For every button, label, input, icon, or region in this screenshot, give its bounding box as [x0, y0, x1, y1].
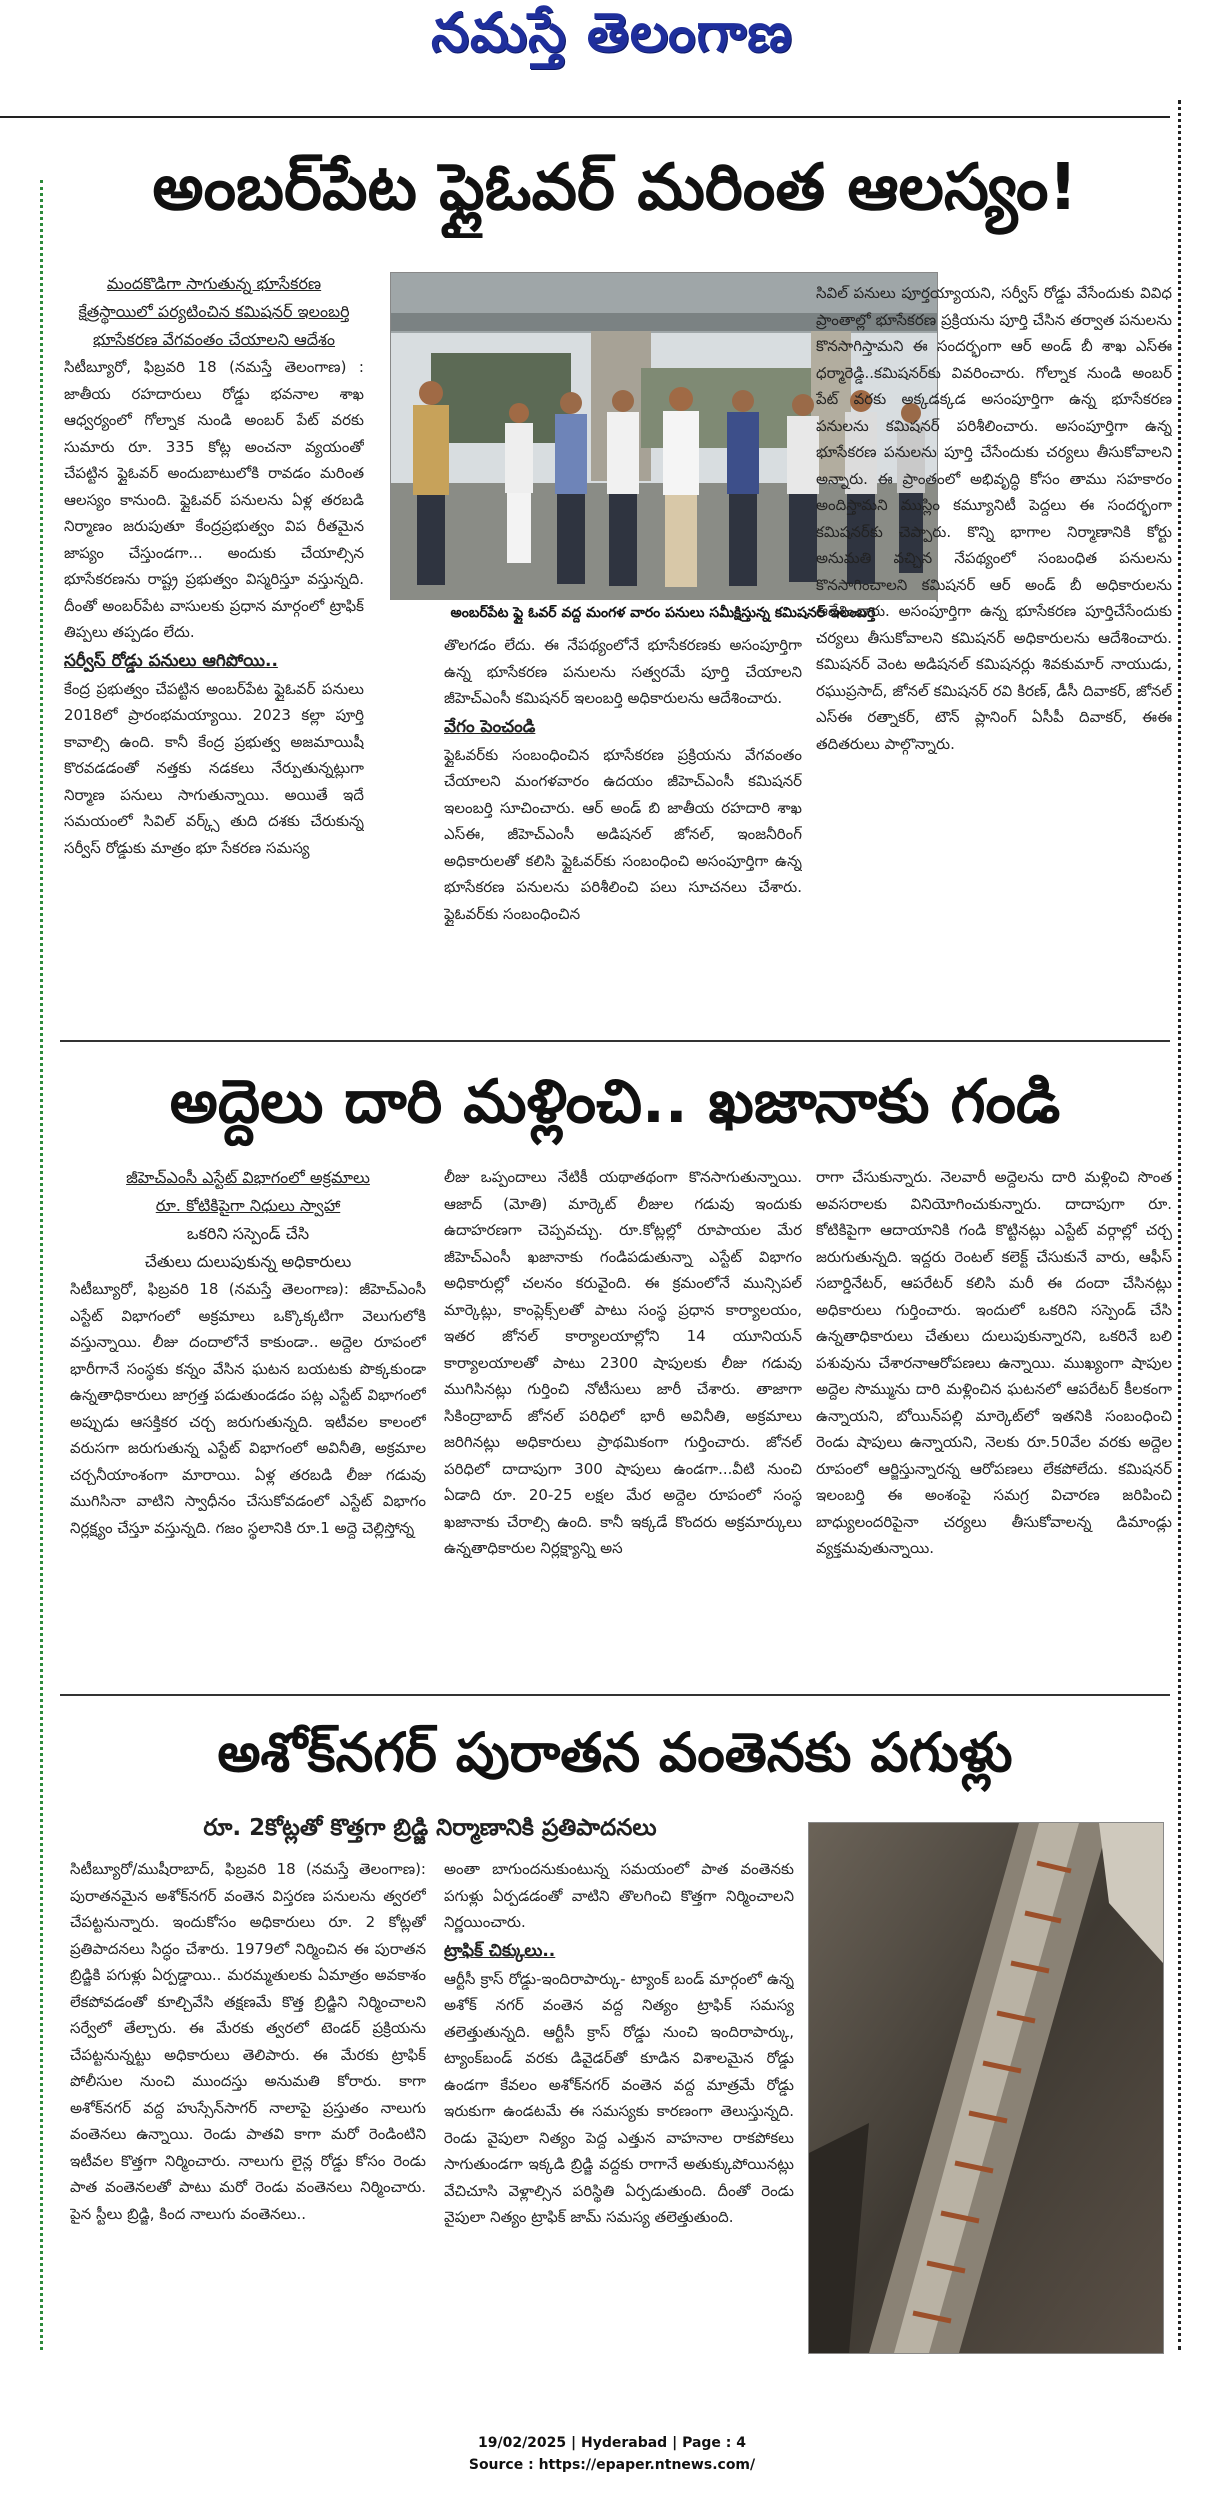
story1-body-3: తొలగడం లేదు. ఈ నేపథ్యంలోనే భూసేకరణకు అసంపూర్తిగా ఉన్న భూసేకరణ పనులను సత్వరమే పూర్తి చేయాలని జీహెచ్‌ఎంసీ కమిషనర్ ఇలంబర్తి అధికారులను ఆదేశించారు.	[444, 636, 802, 707]
left-column-rule	[40, 180, 46, 2350]
story1-column-3	[816, 280, 1172, 1048]
story3-column-1	[70, 1856, 426, 2356]
story1-deck-3: భూసేకరణ వేగవంతం చేయాలని ఆదేశం	[92, 330, 336, 349]
story1-body-5: సివిల్ పనులు పూర్తయ్యాయని, సర్వీస్ రోడ్డు వేసేందుకు వివిధ ప్రాంతాల్లో భూసేకరణ ప్రక్రియను పూర్తి చేసిన తర్వాత పనులను కొనసాగిస్తామని ఈ సందర్భంగా ఆర్ అండ్ బీ శాఖ ఎస్‌ఈ ధర్మారెడ్డి..కమిషనర్‌కు వివరించారు. గోల్నాక నుండి అంబర్ పేట్ వరకు అక్కడక్కడ అసంపూర్తిగా ఉన్న భూసేకరణ పనులను కమిషనర్ పరిశీలించారు. అసంపూర్తిగా ఉన్న భూసేకరణ పనులను పూర్తి చేసేందుకు చర్యలు తీసుకోవాలని అన్నారు. ఈ ప్రాంతంలో అభివృద్ధి కోసం తాము సహకారం అందిస్తామని ముస్లిం కమ్యూనిటీ పెద్దలు ఈ సందర్భంగా కమిషనర్‌కు చెప్పారు. కొన్ని భాగాల నిర్మాణానికి కోర్టు అనుమతి వచ్చిన నేపథ్యంలో సంబంధిత పనులను కొనసాగించాలని కమిషనర్ ఆర్ అండ్ బీ అధికారులను ఆదేశించారు. అసంపూర్తిగా ఉన్న భూసేకరణ పూర్తిచేసేందుకు చర్యలు తీసుకోవాలని కమిషనర్ అధికారులను ఆదేశించారు. కమిషనర్ వెంట అడిషనల్ కమిషనర్లు శివకుమార్ నాయుడు, రఘుప్రసాద్, జోనల్ కమిషనర్ రవి కిరణ్, డీసీ దివాకర్, జోనల్ ఎస్‌ఈ రత్నాకర్, టౌన్ ప్లానింగ్ ఏసీపీ దివాకర్, ఈఈ తదితరులు పాల్గొన్నారు.	[816, 284, 1172, 753]
story2-body-2: లీజు ఒప్పందాలు నేటికీ యథాతథంగా కొనసాగుతున్నాయి. ఆజాద్ (మోతి) మార్కెట్ లీజుల గడువు ఇందుకు ఉదాహరణగా చెప్పవచ్చు. రూ.కోట్లల్లో రూపాయల మేర జీహెచ్‌ఎంసీ ఖజానాకు గండిపడుతున్నా ఎస్టేట్ విభాగం అధికారుల్లో చలనం కరువైంది. ఈ క్రమంలోనే మున్సిపల్ మార్కెట్లు, కాంప్లెక్స్‌లతో పాటు సంస్థ ప్రధాన కార్యాలయం, ఇతర జోనల్ కార్యాలయాల్లోని 14 యూనియన్ కార్యాలయాలతో పాటు 2300 షాపులకు లీజు గడువు ముగిసినట్లు గుర్తించి నోటీసులు జారీ చేశారు. తాజాగా సికింద్రాబాద్ జోనల్ పరిధిలో భారీ అవినీతి, అక్రమాలు జరిగినట్లు అధికారులు ప్రాథమికంగా గుర్తించారు. జోనల్ పరిధిలో దాదాపుగా 300 షాపులు ఉండగా...వీటి నుంచి ఏడాది రూ. 20-25 లక్షల మేర అద్దెల రూపంలో సంస్థ ఖజానాకు చేరాల్సి ఉంది. కానీ ఇక్కడే కొందరు అక్రమార్కులు ఉన్నతాధికారుల నిర్లక్ష్యాన్ని అస	[444, 1168, 802, 1557]
story3-subtitle: రూ. 2కోట్లతో కొత్తగా బ్రిడ్జి నిర్మాణానికి ప్రతిపాదనలు	[203, 1815, 657, 1841]
story2-headline: అద్దెలు దారి మళ్లించి.. ఖజానాకు గండి	[169, 1067, 1061, 1137]
story3-headline: అశోక్‌నగర్ పురాతన వంతెనకు పగుళ్లు	[217, 1721, 1013, 1784]
story2-column-1	[70, 1164, 426, 1676]
footer-source: Source : https://epaper.ntnews.com/	[468, 2457, 756, 2473]
story2-deck-1: జీహెచ్‌ఎంసీ ఎస్టేట్ విభాగంలో అక్రమాలు	[126, 1168, 370, 1187]
masthead	[0, 0, 1224, 78]
story1-headline: అంబర్‌పేట ఫ్లైఓవర్ మరింత ఆలస్యం!	[152, 151, 1078, 225]
page-footer	[0, 2432, 1224, 2476]
story2-body-3: రాగా చేసుకున్నారు. నెలవారీ అద్దెలను దారి మళ్లించి సొంత అవసరాలకు వినియోగించుకున్నారు. దాదాపుగా రూ. కోటికిపైగా ఆదాయానికి గండి కొట్టినట్లు ఎస్టేట్ వర్గాల్లో చర్చ జరుగుతున్నది. ఇద్దరు రెంటల్ కలెక్ట్ చేసుకునే వారు, ఆఫీస్ సబార్డినేటర్, ఆపరేటర్ కలిసి మరీ ఈ దందా చేసినట్లు అధికారులు గుర్తించారు. ఇందులో ఒకరిని సస్పెండ్ చేసి ఉన్నతాధికారులు చేతులు దులుపుకున్నారని, ఒకరినే బలి పశువును చేశారనాఆరోపణలు ఉన్నాయి. ముఖ్యంగా షాపుల అద్దెల సొమ్మును దారి మళ్లించిన ఘటనలో ఆపరేటర్ కీలకంగా ఉన్నాయని, బోయిన్‌పల్లి మార్కెట్‌లో ఇతనికి సంబంధించి రెండు షాపులు ఉన్నాయని, నెలకు రూ.50వేల వరకు అద్దెల రూపంలో ఆర్జిస్తున్నారన్న ఆరోపణలు లేకపోలేదు. కమిషనర్ ఇలంబర్తి ఈ అంశంపై సమగ్ర విచారణ జరిపించి బాధ్యులందరిపైనా చర్యలు తీసుకోవాలన్న డిమాండ్లు వ్యక్తమవుతున్నాయి.	[816, 1168, 1172, 1557]
story1-subhead-1: సర్వీస్ రోడ్డు పనులు ఆగిపోయి..	[64, 650, 278, 671]
story1-subhead-2: వేగం పెంచండి	[444, 716, 536, 737]
story1-column-1	[64, 270, 364, 1048]
top-rule	[0, 116, 1170, 118]
story3-body-3: ఆర్టీసీ క్రాస్ రోడ్డు-ఇందిరాపార్కు- ట్యాంక్ బండ్ మార్గంలో ఉన్న అశోక్ నగర్ వంతెన వద్ద నిత్యం ట్రాఫిక్ సమస్య తలెత్తుతున్నది. ఆర్టీసీ క్రాస్ రోడ్డు నుంచి ఇందిరాపార్కు, ట్యాంక్‌బండ్ వరకు డివైడర్‌తో కూడిన విశాలమైన రోడ్డు ఉండగా కేవలం అశోక్‌నగర్ వంతెన వద్ద మాత్రమే రోడ్డు ఇరుకుగా ఉండటమే ఈ సమస్యకు కారణంగా తెలుస్తున్నది. రెండు వైపులా నిత్యం పెద్ద ఎత్తున వాహనాల రాకపోకలు సాగుతుండగా ఇక్కడి బ్రిడ్జి వద్దకు రాగానే అతుక్కుపోయినట్లు వేచిచూసి వెళ్లాల్సిన పరిస్థితి ఏర్పడుతుంది. దీంతో రెండు వైపులా నిత్యం ట్రాఫిక్ జామ్ సమస్య తలెత్తుతుంది.	[444, 1969, 794, 2226]
story3-body-2: అంతా బాగుందనుకుంటున్న సమయంలో పాత వంతెనకు పగుళ్లు ఏర్పడడంతో వాటిని తొలగించి కొత్తగా నిర్మించాలని నిర్ణయించారు.	[444, 1860, 794, 1931]
right-page-edge-fragment	[1200, 140, 1224, 2340]
left-page-edge-fragment	[0, 140, 14, 2340]
story1-body-2: కేంద్ర ప్రభుత్వం చేపట్టిన అంబర్‌పేట ఫ్లైఓవర్ పనులు 2018లో ప్రారంభమయ్యాయి. 2023 కల్లా పూర్తి కావాల్సి ఉంది. కానీ కేంద్ర ప్రభుత్వ అజమాయిషీ కొరవడడంతో నత్తకు నడకలు నేర్పుతున్నట్లుగా నిర్మాణ పనులు సాగుతున్నాయి. అయితే ఇదే సమయంలో సివిల్ వర్క్స్ తుది దశకు చేరుకున్న సర్వీస్ రోడ్డుకు మాత్రం భూ సేకరణ సమస్య	[64, 679, 364, 857]
section-divider-2	[60, 1694, 1170, 1696]
story1-column-2	[444, 632, 802, 1048]
section-divider-1	[60, 1040, 1170, 1042]
story3-body-1: సిటీబ్యూరో/ముషీరాబాద్, ఫిబ్రవరి 18 (నమస్తే తెలంగాణ): పురాతనమైన అశోక్‌నగర్ వంతెన విస్తరణ పనులను త్వరలో చేపట్టనున్నారు. ఇందుకోసం అధికారులు రూ. 2 కోట్లతో ప్రతిపాదనలు సిద్ధం చేశారు. 1979లో నిర్మించిన ఈ పురాతన బ్రిడ్జికి పగుళ్లు ఏర్పడ్డాయి.. మరమ్మతులకు ఏమాత్రం అవకాశం లేకపోవడంతో కూల్చివేసి తక్షణమే కొత్త బ్రిడ్జిని నిర్మించాలని సర్వేలో తేల్చారు. ఈ మేరకు త్వరలో టెండర్ ప్రక్రియను చేపట్టనున్నట్టు అధికారులు తెలిపారు. ఈ మేరకు ట్రాఫిక్ పోలీసుల నుంచి ముందస్తు అనుమతి కోరారు. కాగా అశోక్‌నగర్ వద్ద హుస్సేన్‌సాగర్ నాలాపై ప్రస్తుతం నాలుగు వంతెనలు ఉన్నాయి. రెండు పాతవి కాగా మరో రెండింటిని ఇటీవల కొత్తగా నిర్మించారు. నాలుగు లైన్ల రోడ్డు కోసం రెండు పాత వంతెనలతో పాటు మరో రెండు వంతెనలు నిర్మించారు. పైన స్టీలు బ్రిడ్జి, కింద నాలుగు వంతెనలు..	[70, 1860, 426, 2223]
story1-deck-2: క్షేత్రస్థాయిలో పర్యటించిన కమిషనర్ ఇలంబర్తి	[78, 302, 350, 321]
right-column-rule	[1178, 100, 1184, 2350]
story2-deck-3: ఒకరిని సస్పెండ్ చేసి	[186, 1224, 310, 1243]
story2-column-2	[444, 1164, 802, 1676]
story2-body-1: సిటీబ్యూరో, ఫిబ్రవరి 18 (నమస్తే తెలంగాణ): జీహెచ్‌ఎంసీ ఎస్టేట్ విభాగంలో అక్రమాలు ఒక్కొక్కటిగా వెలుగులోకి వస్తున్నాయి. లీజు దందాలోనే కాకుండా.. అద్దెల రూపంలో భారీగానే సంస్థకు కన్నం వేసిన ఘటన బయటకు పొక్కకుండా ఉన్నతాధికారులు జాగ్రత్త పడుతుండడం పట్ల ఎస్టేట్ విభాగంలో అప్పుడు ఆసక్తికర చర్చ జరుగుతున్నది. ఇటీవల కాలంలో వరుసగా జరుగుతున్న ఎస్టేట్ విభాగంలో అవినీతి, అక్రమాల చర్చనీయాంశంగా మారాయి. ఏళ్ల తరబడి లీజు గడువు ముగిసినా వాటిని స్వాధీనం చేసుకోవడంలో ఎస్టేట్ విభాగం నిర్లక్ష్యం చేస్తూ వస్తున్నది. గజం స్థలానికి రూ.1 అద్దె చెల్లిస్తోన్న	[70, 1280, 426, 1537]
footer-date-city-page: 19/02/2025 | Hyderabad | Page : 4	[477, 2435, 747, 2451]
story3-subhead-1: ట్రాఫిక్ చిక్కులు..	[444, 1940, 556, 1961]
story2-column-3	[816, 1164, 1172, 1676]
story1-photo-caption: అంబర్‌పేట ఫ్లై ఓవర్ వద్ద మంగళ వారం పనులు సమీక్షిస్తున్న కమిషనర్ ఇలంబర్తి	[390, 600, 936, 626]
story2-deck-4: చేతులు దులుపుకున్న అధికారులు	[144, 1252, 352, 1271]
story3-column-2	[444, 1856, 794, 2356]
story1-body-1: సిటీబ్యూరో, ఫిబ్రవరి 18 (నమస్తే తెలంగాణ) : జాతీయ రహదారులు రోడ్డు భవనాల శాఖ ఆధ్వర్యంలో గోల్నాక నుండి అంబర్ పేట్ వరకు సుమారు రూ. 335 కోట్ల అంచనా వ్యయంతో చేపట్టిన ఫ్లైఓవర్ అందుబాటులోకి రావడం మరింత ఆలస్యం కానుంది. ఫ్లైఓవర్ పనులను ఏళ్ల తరబడి నిర్మాణం జరుపుతూ కేంద్రప్రభుత్వం విప రీతమైన జాప్యం చేస్తుండగా... అందుకు చేయాల్సిన భూసేకరణను రాష్ట్ర ప్రభుత్వం విస్మరిస్తూ వస్తున్నది. దీంతో అంబర్‌పేట వాసులకు ప్రధాన మార్గంలో ట్రాఫిక్ తిప్పలు తప్పడం లేదు.	[64, 358, 364, 641]
story2-deck-2: రూ. కోటికిపైగా నిధులు స్వాహా	[155, 1196, 341, 1215]
newspaper-logo: నమస్తే తెలంగాణ	[431, 0, 793, 64]
story3-photo-cracked-bridge	[808, 1822, 1164, 2354]
story1-deck-1: మందకొడిగా సాగుతున్న భూసేకరణ	[106, 274, 322, 293]
story1-body-4: ఫ్లైఓవర్‌కు సంబంధించిన భూసేకరణ ప్రక్రియను వేగవంతం చేయాలని మంగళవారం ఉదయం జీహెచ్‌ఎంసీ కమిషనర్ ఇలంబర్తి సూచించారు. ఆర్ అండ్ బి జాతీయ రహదారి శాఖ ఎస్‌ఈ, జీహెచ్‌ఎంసీ అడిషనల్ జోనల్, ఇంజనీరింగ్ అధికారులతో కలిసి ఫ్లైఓవర్‌కు సంబంధించి అసంపూర్తిగా ఉన్న భూసేకరణ పనులను పరిశీలించి పలు సూచనలు చేశారు. ఫ్లైఓవర్‌కు సంబంధించిన	[444, 745, 802, 923]
